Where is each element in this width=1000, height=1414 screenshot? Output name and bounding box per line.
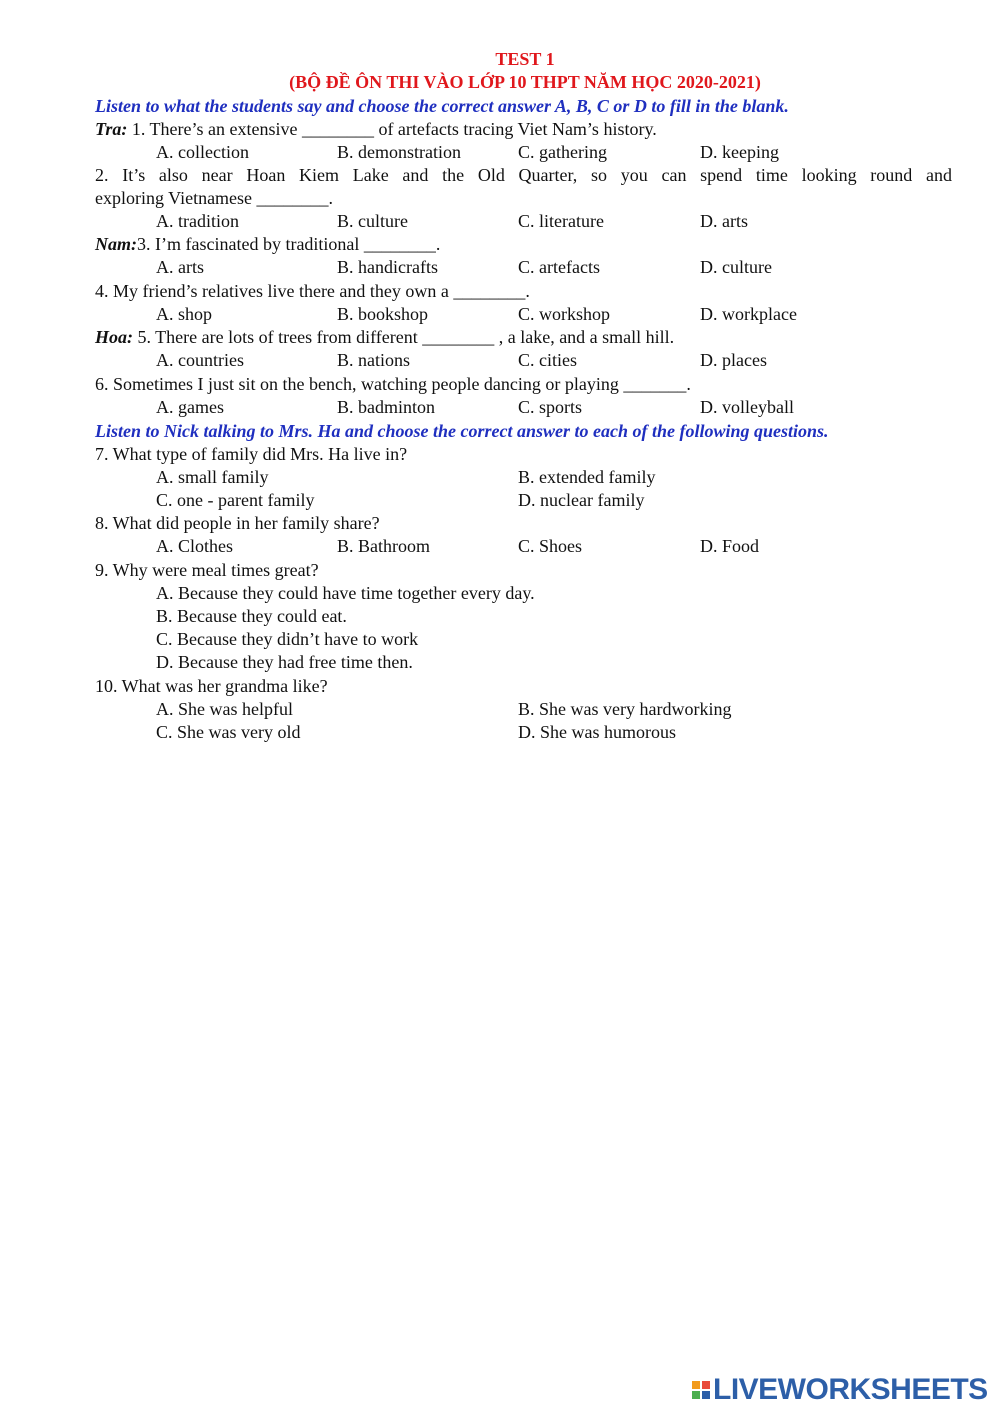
q4-option-a[interactable]: A. shop bbox=[156, 304, 213, 324]
liveworksheets-logo[interactable] bbox=[692, 1374, 988, 1406]
q8-option-c[interactable]: C. Shoes bbox=[518, 536, 583, 556]
q10-option-c[interactable]: C. She was very old bbox=[156, 722, 301, 742]
logo-square-v bbox=[692, 1391, 700, 1399]
question-1 bbox=[95, 118, 657, 141]
q2-option-a[interactable]: A. tradition bbox=[156, 211, 239, 231]
q9-option-d[interactable]: D. Because they had free time then. bbox=[156, 652, 413, 672]
q5-option-d[interactable]: D. places bbox=[700, 350, 767, 370]
q10-option-a[interactable]: A. She was helpful bbox=[156, 699, 293, 719]
q4-option-b[interactable]: B. bookshop bbox=[337, 304, 429, 324]
logo-text: LIVEWORKSHEETS bbox=[713, 1373, 988, 1406]
logo-mark-icon bbox=[692, 1381, 710, 1399]
q8-option-d[interactable]: D. Food bbox=[700, 536, 760, 556]
question-5 bbox=[95, 326, 674, 349]
q6-option-d[interactable]: D. volleyball bbox=[700, 397, 794, 417]
q3-option-d[interactable]: D. culture bbox=[700, 257, 772, 277]
q1-option-a[interactable]: A. collection bbox=[156, 142, 249, 162]
q7-option-b[interactable]: B. extended family bbox=[518, 467, 656, 487]
q5-option-b[interactable]: B. nations bbox=[337, 350, 411, 370]
q3-option-a[interactable]: A. arts bbox=[156, 257, 204, 277]
q7-option-c[interactable]: C. one - parent family bbox=[156, 490, 315, 510]
q7-option-d[interactable]: D. nuclear family bbox=[518, 490, 645, 510]
speaker-hoa: Hoa: bbox=[95, 327, 133, 347]
q1-option-d[interactable]: D. keeping bbox=[700, 142, 779, 162]
question-2-line1: 2. It’s also near Hoan Kiem Lake and the Old Quarter, so you can spend time looking round and bbox=[95, 165, 952, 185]
q2-option-d[interactable]: D. arts bbox=[700, 211, 748, 231]
q9-option-c[interactable]: C. Because they didn’t have to work bbox=[156, 629, 419, 649]
logo-square-e bbox=[702, 1391, 710, 1399]
q10-option-d[interactable]: D. She was humorous bbox=[518, 722, 676, 742]
q1-option-c[interactable]: C. gathering bbox=[518, 142, 607, 162]
q2-option-b[interactable]: B. culture bbox=[337, 211, 408, 231]
question-5-text: 5. There are lots of trees from different ________ , a lake, and a small hill. bbox=[133, 327, 675, 347]
q8-option-a[interactable]: A. Clothes bbox=[156, 536, 234, 556]
question-4: 4. My friend’s relatives live there and they own a ________. bbox=[95, 281, 530, 301]
question-10: 10. What was her grandma like? bbox=[95, 676, 328, 696]
question-9: 9. Why were meal times great? bbox=[95, 560, 319, 580]
q7-option-a[interactable]: A. small family bbox=[156, 467, 269, 487]
q3-option-b[interactable]: B. handicrafts bbox=[337, 257, 438, 277]
logo-square-l bbox=[692, 1381, 700, 1389]
test-subtitle: (BỘ ĐỀ ÔN THI VÀO LỚP 10 THPT NĂM HỌC 2020-2021) bbox=[289, 72, 761, 92]
question-2-line2: exploring Vietnamese ________. bbox=[95, 188, 334, 208]
q3-option-c[interactable]: C. artefacts bbox=[518, 257, 600, 277]
speaker-nam: Nam: bbox=[95, 234, 137, 254]
section1-instruction: Listen to what the students say and choose the correct answer A, B, C or D to fill in the blank. bbox=[95, 96, 789, 116]
q8-option-b[interactable]: B. Bathroom bbox=[337, 536, 430, 556]
q6-option-b[interactable]: B. badminton bbox=[337, 397, 435, 417]
q6-option-a[interactable]: A. games bbox=[156, 397, 224, 417]
q6-option-c[interactable]: C. sports bbox=[518, 397, 583, 417]
q10-option-b[interactable]: B. She was very hardworking bbox=[518, 699, 732, 719]
question-3-text: 3. I’m fascinated by traditional ________. bbox=[137, 234, 441, 254]
q9-option-b[interactable]: B. Because they could eat. bbox=[156, 606, 347, 626]
speaker-tra: Tra: bbox=[95, 119, 128, 139]
question-1-text: 1. There’s an extensive ________ of artefacts tracing Viet Nam’s history. bbox=[127, 119, 657, 139]
q5-option-a[interactable]: A. countries bbox=[156, 350, 244, 370]
q9-option-a[interactable]: A. Because they could have time together every day. bbox=[156, 583, 535, 603]
q4-option-d[interactable]: D. workplace bbox=[700, 304, 797, 324]
q5-option-c[interactable]: C. cities bbox=[518, 350, 577, 370]
question-7: 7. What type of family did Mrs. Ha live in? bbox=[95, 444, 408, 464]
q2-option-c[interactable]: C. literature bbox=[518, 211, 604, 231]
question-6: 6. Sometimes I just sit on the bench, watching people dancing or playing _______. bbox=[95, 374, 691, 394]
test-title: TEST 1 bbox=[495, 49, 555, 69]
logo-square-i bbox=[702, 1381, 710, 1389]
question-8: 8. What did people in her family share? bbox=[95, 513, 380, 533]
q4-option-c[interactable]: C. workshop bbox=[518, 304, 611, 324]
question-3 bbox=[95, 233, 440, 256]
section2-instruction: Listen to Nick talking to Mrs. Ha and choose the correct answer to each of the following questions. bbox=[95, 421, 829, 441]
q1-option-b[interactable]: B. demonstration bbox=[337, 142, 461, 162]
